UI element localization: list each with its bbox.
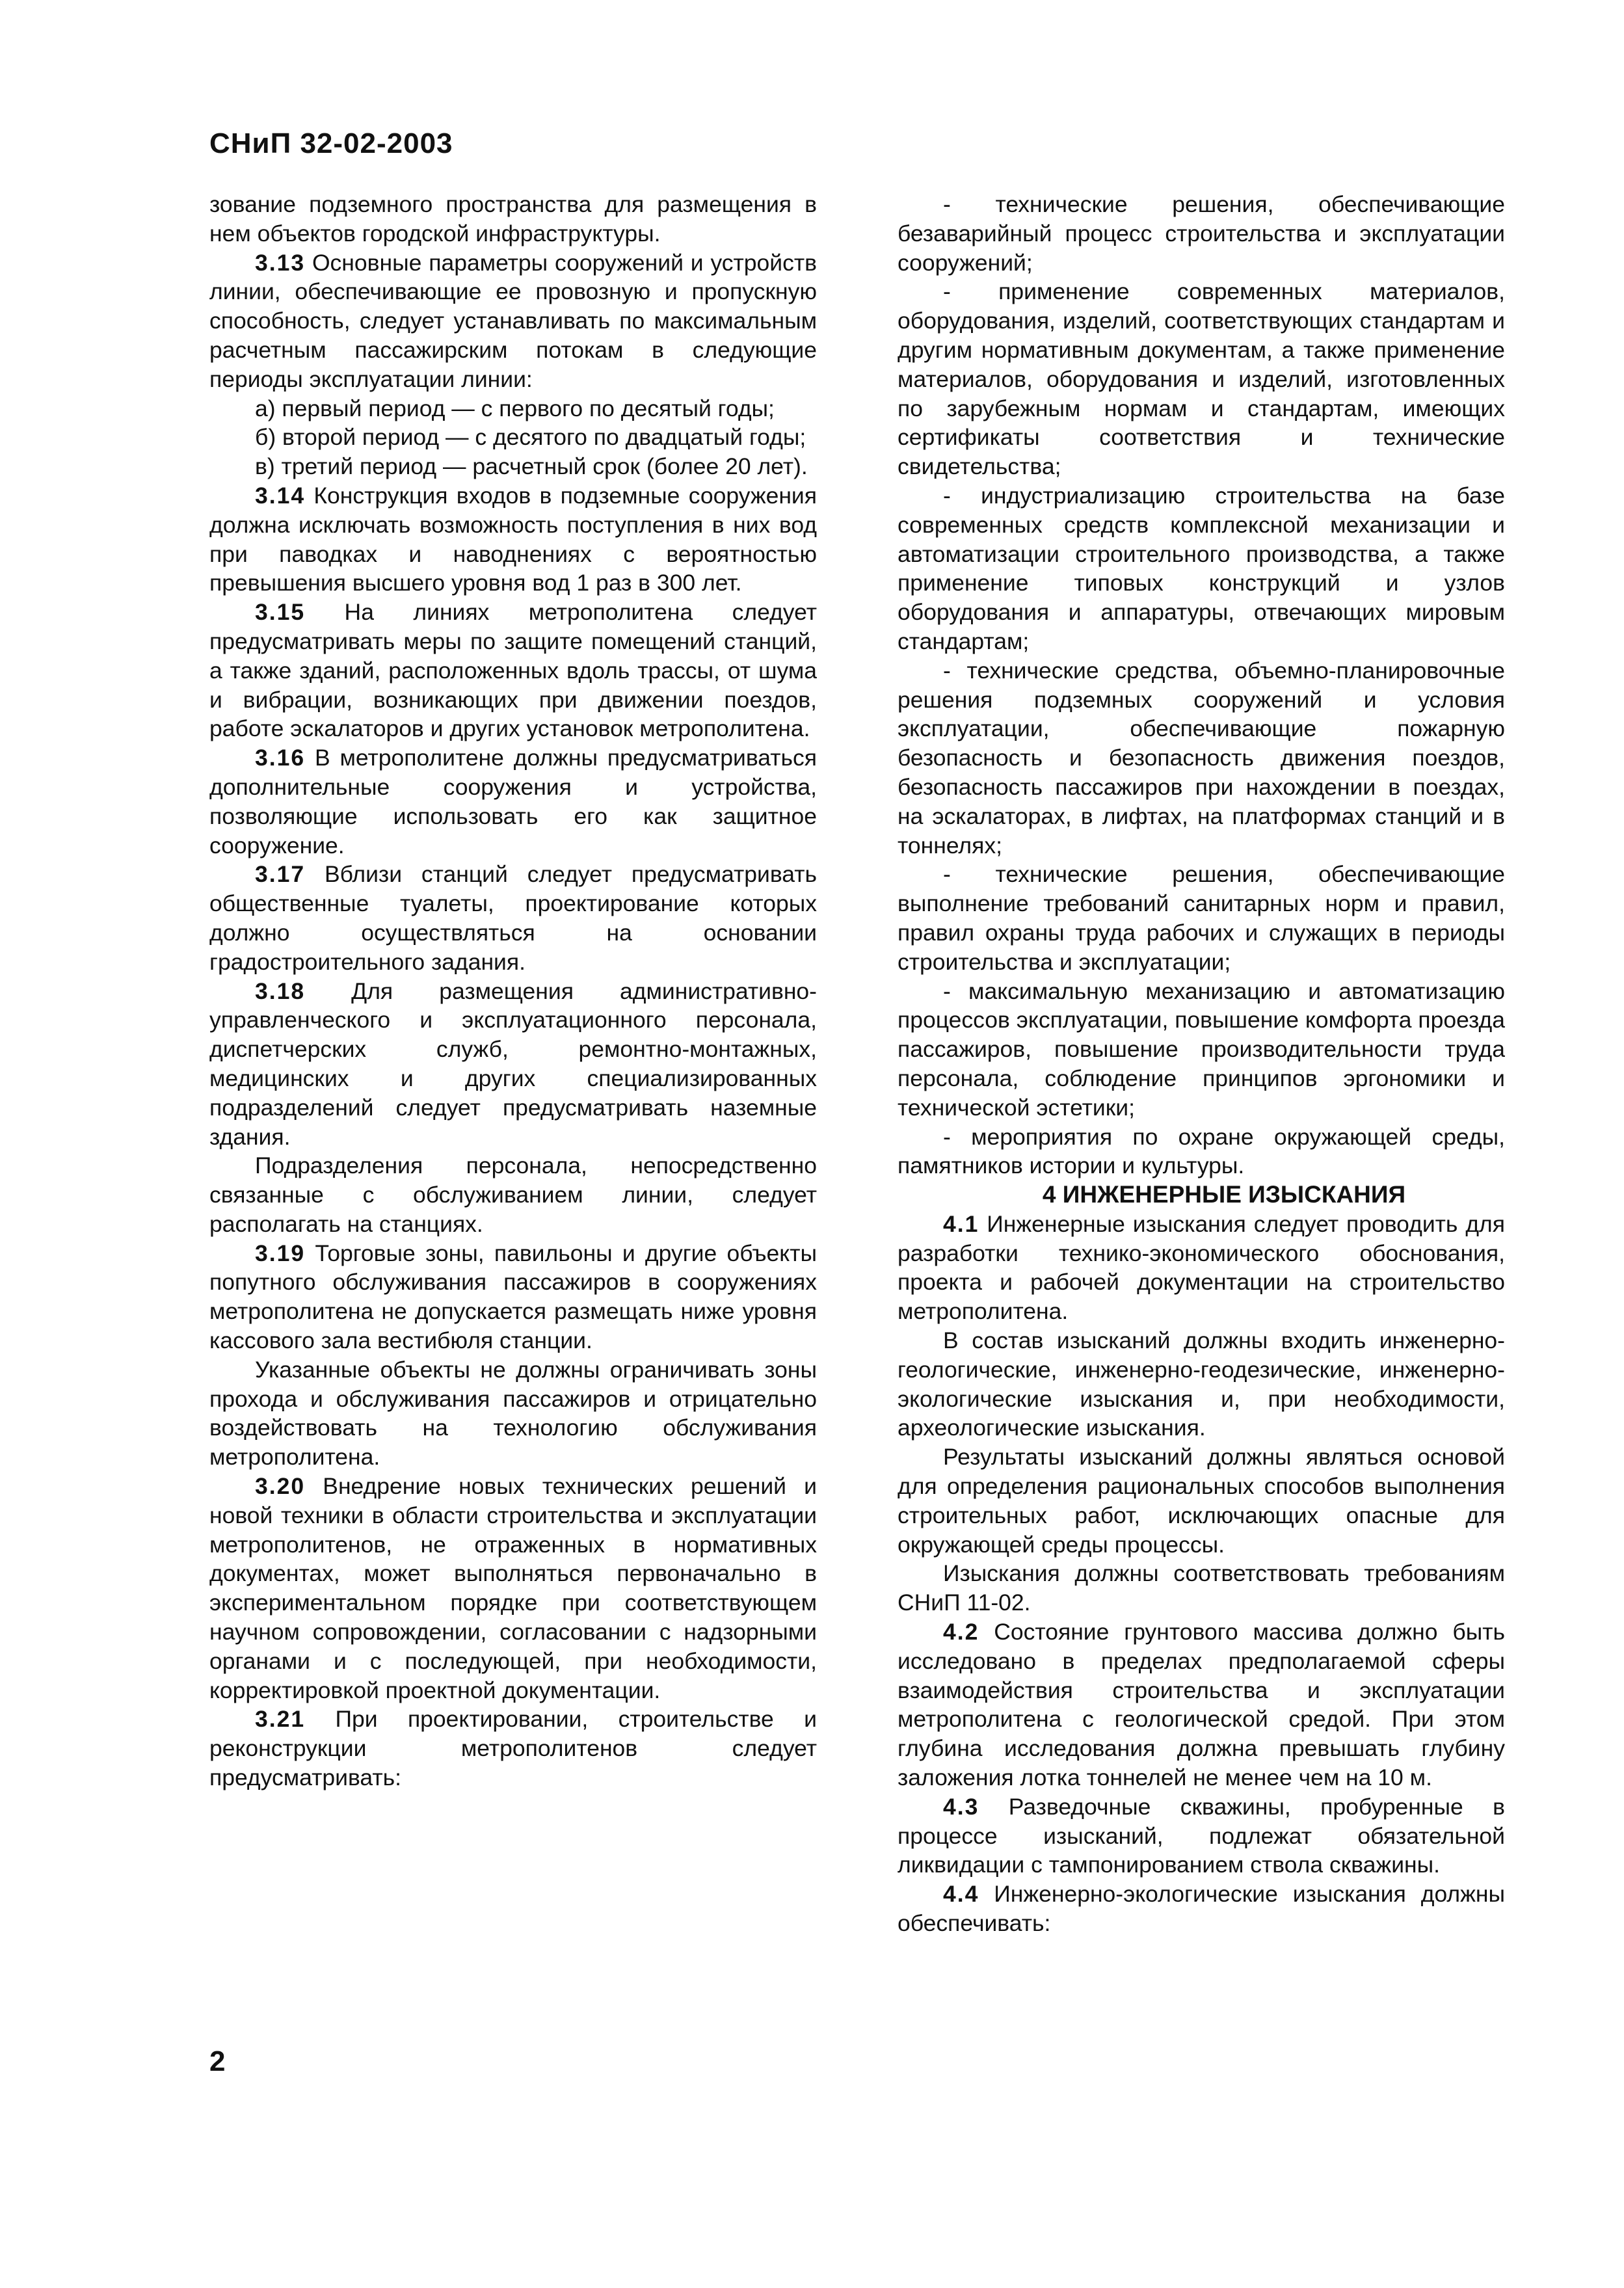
- clause-number: 3.16: [255, 745, 306, 771]
- clause-number: 3.13: [255, 249, 306, 276]
- clause-number: 3.21: [255, 1706, 306, 1733]
- list-item: - технические решения, обеспечивающие выполнение требований санитарных норм и правил, правил охраны труда рабочих и служащих в периоды строительства и эксплуатации;: [898, 861, 1505, 975]
- right-column: [898, 190, 1505, 1938]
- paragraph: В состав изысканий должны входить инженерно-геологические, инженерно-геодезические, инженерно-экологические изыскания и, при необходимости, археологические изыскания.: [898, 1327, 1505, 1441]
- left-column: [209, 190, 817, 1792]
- list-item: - индустриализацию строительства на базе современных средств комплексной механизации и автоматизации строительного производства, а также применение типовых конструкций и узлов оборудования и аппаратуры, отвечающих мировым стандартам;: [898, 482, 1505, 654]
- list-item-a: а) первый период — с первого по десятый годы;: [255, 395, 775, 421]
- clause-text: Основные параметры сооружений и устройств линии, обеспечивающие ее провозную и пропускную способность, следует устанавливать по максимальным расчетным пассажирским потокам в следующие периоды эксплуатации линии:: [209, 249, 817, 392]
- clause-number: 3.17: [255, 861, 306, 888]
- clause-number: 4.4: [943, 1881, 979, 1908]
- document-code-header: СНиП 32-02-2003: [209, 127, 453, 159]
- clause-3-21: [209, 1705, 817, 1792]
- clause-text: Инженерные изыскания следует проводить для разработки технико-экономического обоснования, проекта и рабочей документации на строительство метрополитена.: [898, 1210, 1505, 1325]
- list-item: - мероприятия по охране окружающей среды, памятников истории и культуры.: [898, 1123, 1505, 1179]
- clause-number: 4.3: [943, 1793, 979, 1820]
- list-item-c: в) третий период — расчетный срок (более 20 лет).: [255, 453, 808, 480]
- list-item: - применение современных материалов, оборудования, изделий, соответствующих стандартам и другим нормативным документам, а также применение материалов, оборудования и изделий, изготовленных по зарубежным нормам и стандартам, имеющих сертификаты соответствия и технические свидетельства;: [898, 278, 1505, 480]
- clause-text: При проектировании, строительстве и реконструкции метрополитенов следует предусматривать:: [209, 1706, 817, 1791]
- section-heading: 4 ИНЖЕНЕРНЫЕ ИЗЫСКАНИЯ: [1042, 1181, 1406, 1208]
- clause-text: Состояние грунтового массива должно быть исследовано в пределах предполагаемой сферы взаимодействия строительства и эксплуатации метрополитена с геологической средой. При этом глубина исследования должна превышать глубину заложения лотка тоннелей не менее чем на 10 м.: [898, 1619, 1505, 1791]
- clause-text: Конструкция входов в подземные сооружения должна исключать возможность поступления в них вод при паводках и наводнениях с вероятностью превышения высшего уровня вод 1 раз в 300 лет.: [209, 482, 817, 596]
- paragraph: зование подземного пространства для размещения в нем объектов городской инфраструктуры.: [209, 191, 817, 246]
- list-item-b: б) второй период — с десятого по двадцатый годы;: [255, 424, 806, 451]
- clause-number: 4.2: [943, 1619, 979, 1645]
- clause-number: 3.15: [255, 599, 306, 626]
- clause-3-19: [209, 1239, 817, 1355]
- clause-number: 4.1: [943, 1210, 979, 1237]
- clause-3-18: [209, 977, 817, 1152]
- clause-text: Разведочные скважины, пробуренные в процессе изысканий, подлежат обязательной ликвидации с тампонированием ствола скважины.: [898, 1793, 1505, 1878]
- clause-text: В метрополитене должны предусматриваться дополнительные сооружения и устройства, позволяющие использовать его как защитное сооружение.: [209, 745, 817, 858]
- clause-text: Вблизи станций следует предусматривать общественные туалеты, проектирование которых должно осуществляться на основании градостроительного задания.: [209, 861, 817, 975]
- clause-3-13: [209, 248, 817, 394]
- clause-4-3: [898, 1792, 1505, 1880]
- clause-text: Для размещения административно-управленческого и эксплуатационного персонала, диспетчерских служб, ремонтно-монтажных, медицинских и других специализированных подразделений следует предусматривать наземные здания.: [209, 978, 817, 1150]
- clause-number: 3.14: [255, 482, 306, 509]
- clause-4-1: [898, 1210, 1505, 1326]
- clause-number: 3.18: [255, 978, 306, 1004]
- clause-3-20: [209, 1472, 817, 1705]
- clause-3-17: [209, 860, 817, 976]
- paragraph: Результаты изысканий должны являться основой для определения рациональных способов выполнения строительных работ, исключающих опасные для окружающей среды процессы.: [898, 1444, 1505, 1558]
- page-number: 2: [209, 2045, 226, 2077]
- list-item: - технические средства, объемно-планировочные решения подземных сооружений и условия эксплуатации, обеспечивающие пожарную безопасность и безопасность движения поездов, безопасность пассажиров при нахождении в поездах, на эскалаторах, в лифтах, на платформах станций и в тоннелях;: [898, 657, 1505, 858]
- clause-text: Инженерно-экологические изыскания должны обеспечивать:: [898, 1881, 1505, 1937]
- paragraph: Подразделения персонала, непосредственно связанные с обслуживанием линии, следует располагать на станциях.: [209, 1152, 817, 1237]
- clause-3-16: [209, 743, 817, 860]
- clause-3-14: [209, 481, 817, 598]
- clause-3-15: [209, 598, 817, 743]
- paragraph: Указанные объекты не должны ограничивать зоны прохода и обслуживания пассажиров и отрицательно воздействовать на технологию обслуживания метрополитена.: [209, 1356, 817, 1470]
- clause-number: 3.20: [255, 1473, 306, 1500]
- clause-text: На линиях метрополитена следует предусматривать меры по защите помещений станций, а также зданий, расположенных вдоль трассы, от шума и вибрации, возникающих при движении поездов, работе эскалаторов и других установок метрополитена.: [209, 599, 817, 742]
- paragraph: Изыскания должны соответствовать требованиям СНиП 11-02.: [898, 1560, 1505, 1616]
- clause-number: 3.19: [255, 1240, 306, 1266]
- list-item: - максимальную механизацию и автоматизацию процессов эксплуатации, повышение комфорта проезда пассажиров, повышение производительности труда персонала, соблюдение принципов эргономики и технической эстетики;: [898, 978, 1505, 1121]
- clause-text: Внедрение новых технических решений и новой техники в области строительства и эксплуатации метрополитенов, не отраженных в нормативных документах, может выполняться первоначально в экспериментальном порядке при соответствующем научном сопровождении, согласовании с надзорными органами и с последующей, при необходимости, корректировкой проектной документации.: [209, 1473, 817, 1703]
- clause-4-4: [898, 1880, 1505, 1938]
- list-item: - технические решения, обеспечивающие безаварийный процесс строительства и эксплуатации сооружений;: [898, 191, 1505, 276]
- clause-4-2: [898, 1617, 1505, 1792]
- clause-text: Торговые зоны, павильоны и другие объекты попутного обслуживания пассажиров в сооружениях метрополитена не допускается размещать ниже уровня кассового зала вестибюля станции.: [209, 1240, 817, 1354]
